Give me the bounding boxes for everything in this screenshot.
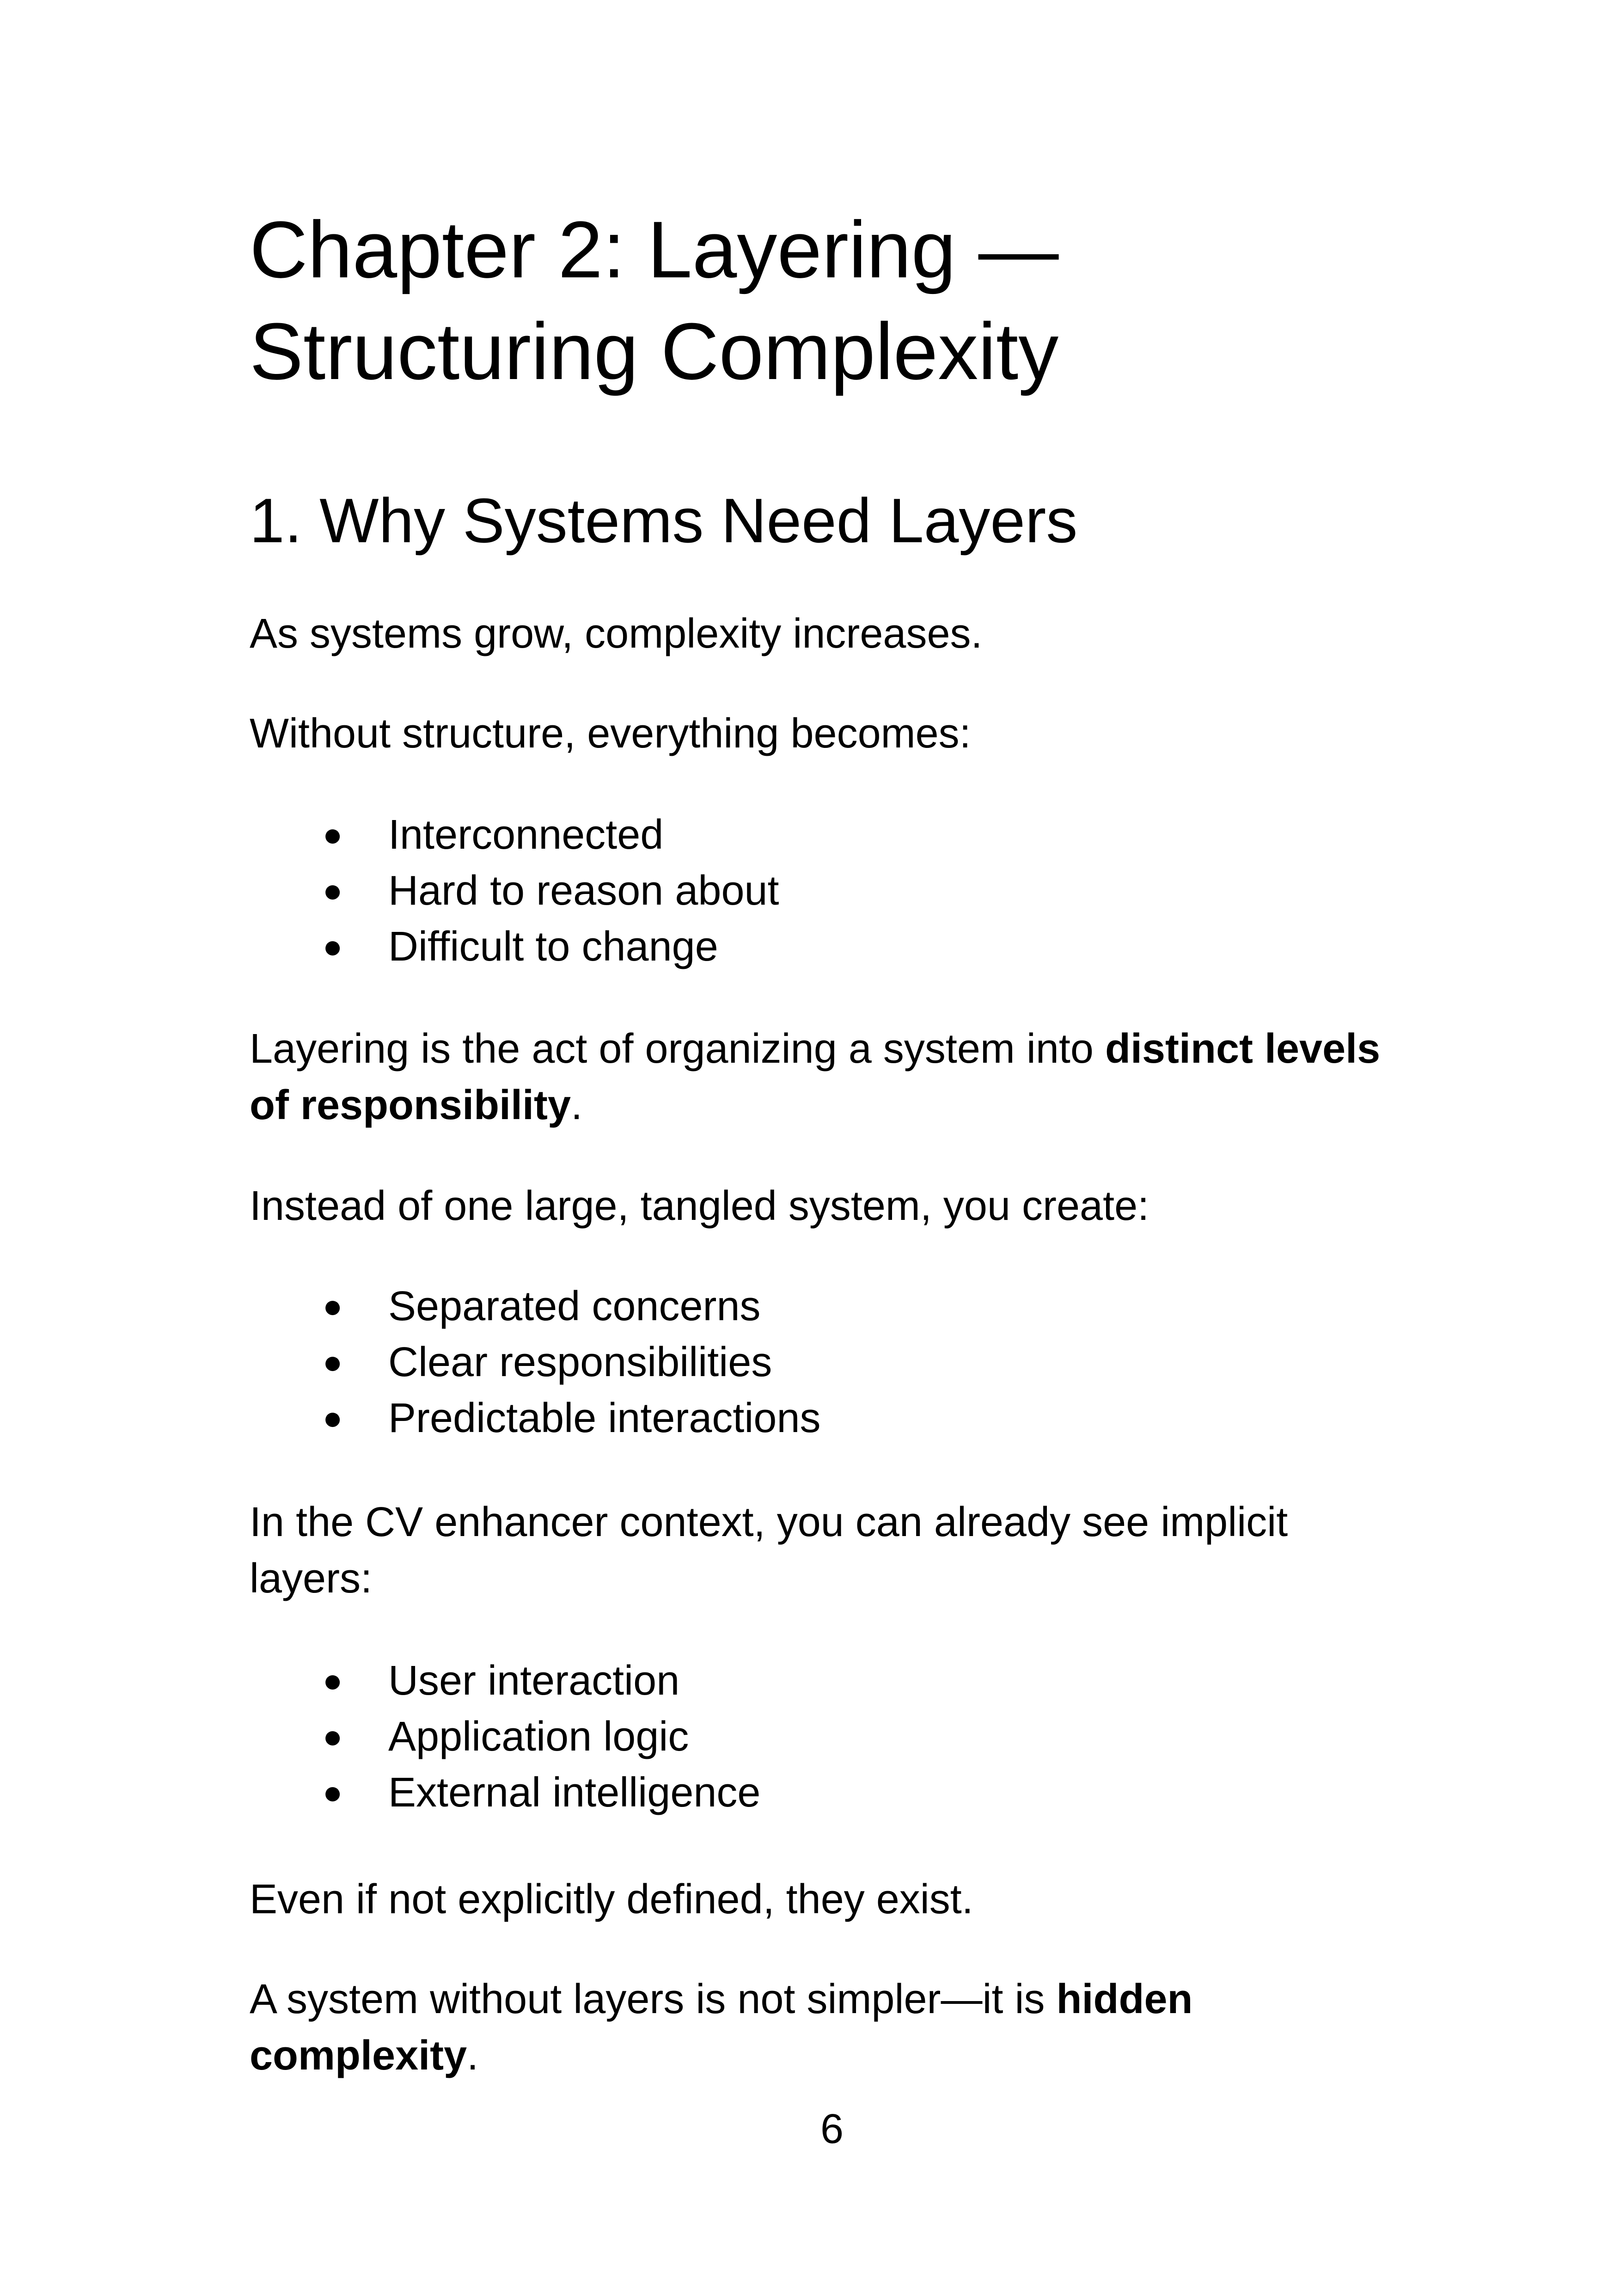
page-number: 6 <box>820 2106 844 2152</box>
chapter-title <box>250 199 1405 402</box>
list-item-text: Predictable interactions <box>388 1395 821 1441</box>
paragraph-3-end: . <box>571 1082 583 1128</box>
paragraph-5: In the CV enhancer context, you can already see implicit layers: <box>250 1499 1288 1602</box>
list-item-text: Difficult to change <box>388 924 718 970</box>
bullet-icon: ● <box>323 1344 343 1381</box>
bullet-icon: ● <box>323 816 343 853</box>
paragraph-7-text: A system without layers is not simpler—it is <box>250 1976 1057 2022</box>
paragraph-3 <box>250 1021 1419 1133</box>
bullet-icon: ● <box>323 928 343 965</box>
list-item-text: User interaction <box>388 1658 680 1704</box>
paragraph-7-end: . <box>467 2033 479 2079</box>
list-item-text: Separated concerns <box>388 1283 761 1329</box>
bullet-icon: ● <box>323 1400 343 1437</box>
list-item-text: Hard to reason about <box>388 868 779 914</box>
list-item-text: Interconnected <box>388 812 664 858</box>
paragraph-7 <box>250 1971 1419 2084</box>
bullet-icon: ● <box>323 1662 343 1699</box>
chapter-title-line-2: Structuring Complexity <box>250 306 1059 396</box>
bullet-icon: ● <box>323 1718 343 1755</box>
paragraph-2: Without structure, everything becomes: <box>250 710 971 757</box>
paragraph-7-emphasis: hidden complexity <box>250 1976 1193 2079</box>
paragraph-3-text: Layering is the act of organizing a system into <box>250 1026 1105 1072</box>
section-heading: 1. Why Systems Need Layers <box>250 485 1078 556</box>
paragraph-3-emphasis: distinct levels of responsibility <box>250 1026 1381 1128</box>
paragraph-1: As systems grow, complexity increases. <box>250 611 983 657</box>
paragraph-6: Even if not explicitly defined, they exist. <box>250 1876 973 1923</box>
bullet-icon: ● <box>323 872 343 909</box>
list-item-text: Clear responsibilities <box>388 1339 772 1385</box>
list-item-text: Application logic <box>388 1714 689 1760</box>
list-item-text: External intelligence <box>388 1769 761 1816</box>
bullet-icon: ● <box>323 1774 343 1811</box>
chapter-title-line-1: Chapter 2: Layering — <box>250 204 1059 294</box>
bullet-icon: ● <box>323 1288 343 1325</box>
paragraph-4: Instead of one large, tangled system, you create: <box>250 1183 1149 1229</box>
